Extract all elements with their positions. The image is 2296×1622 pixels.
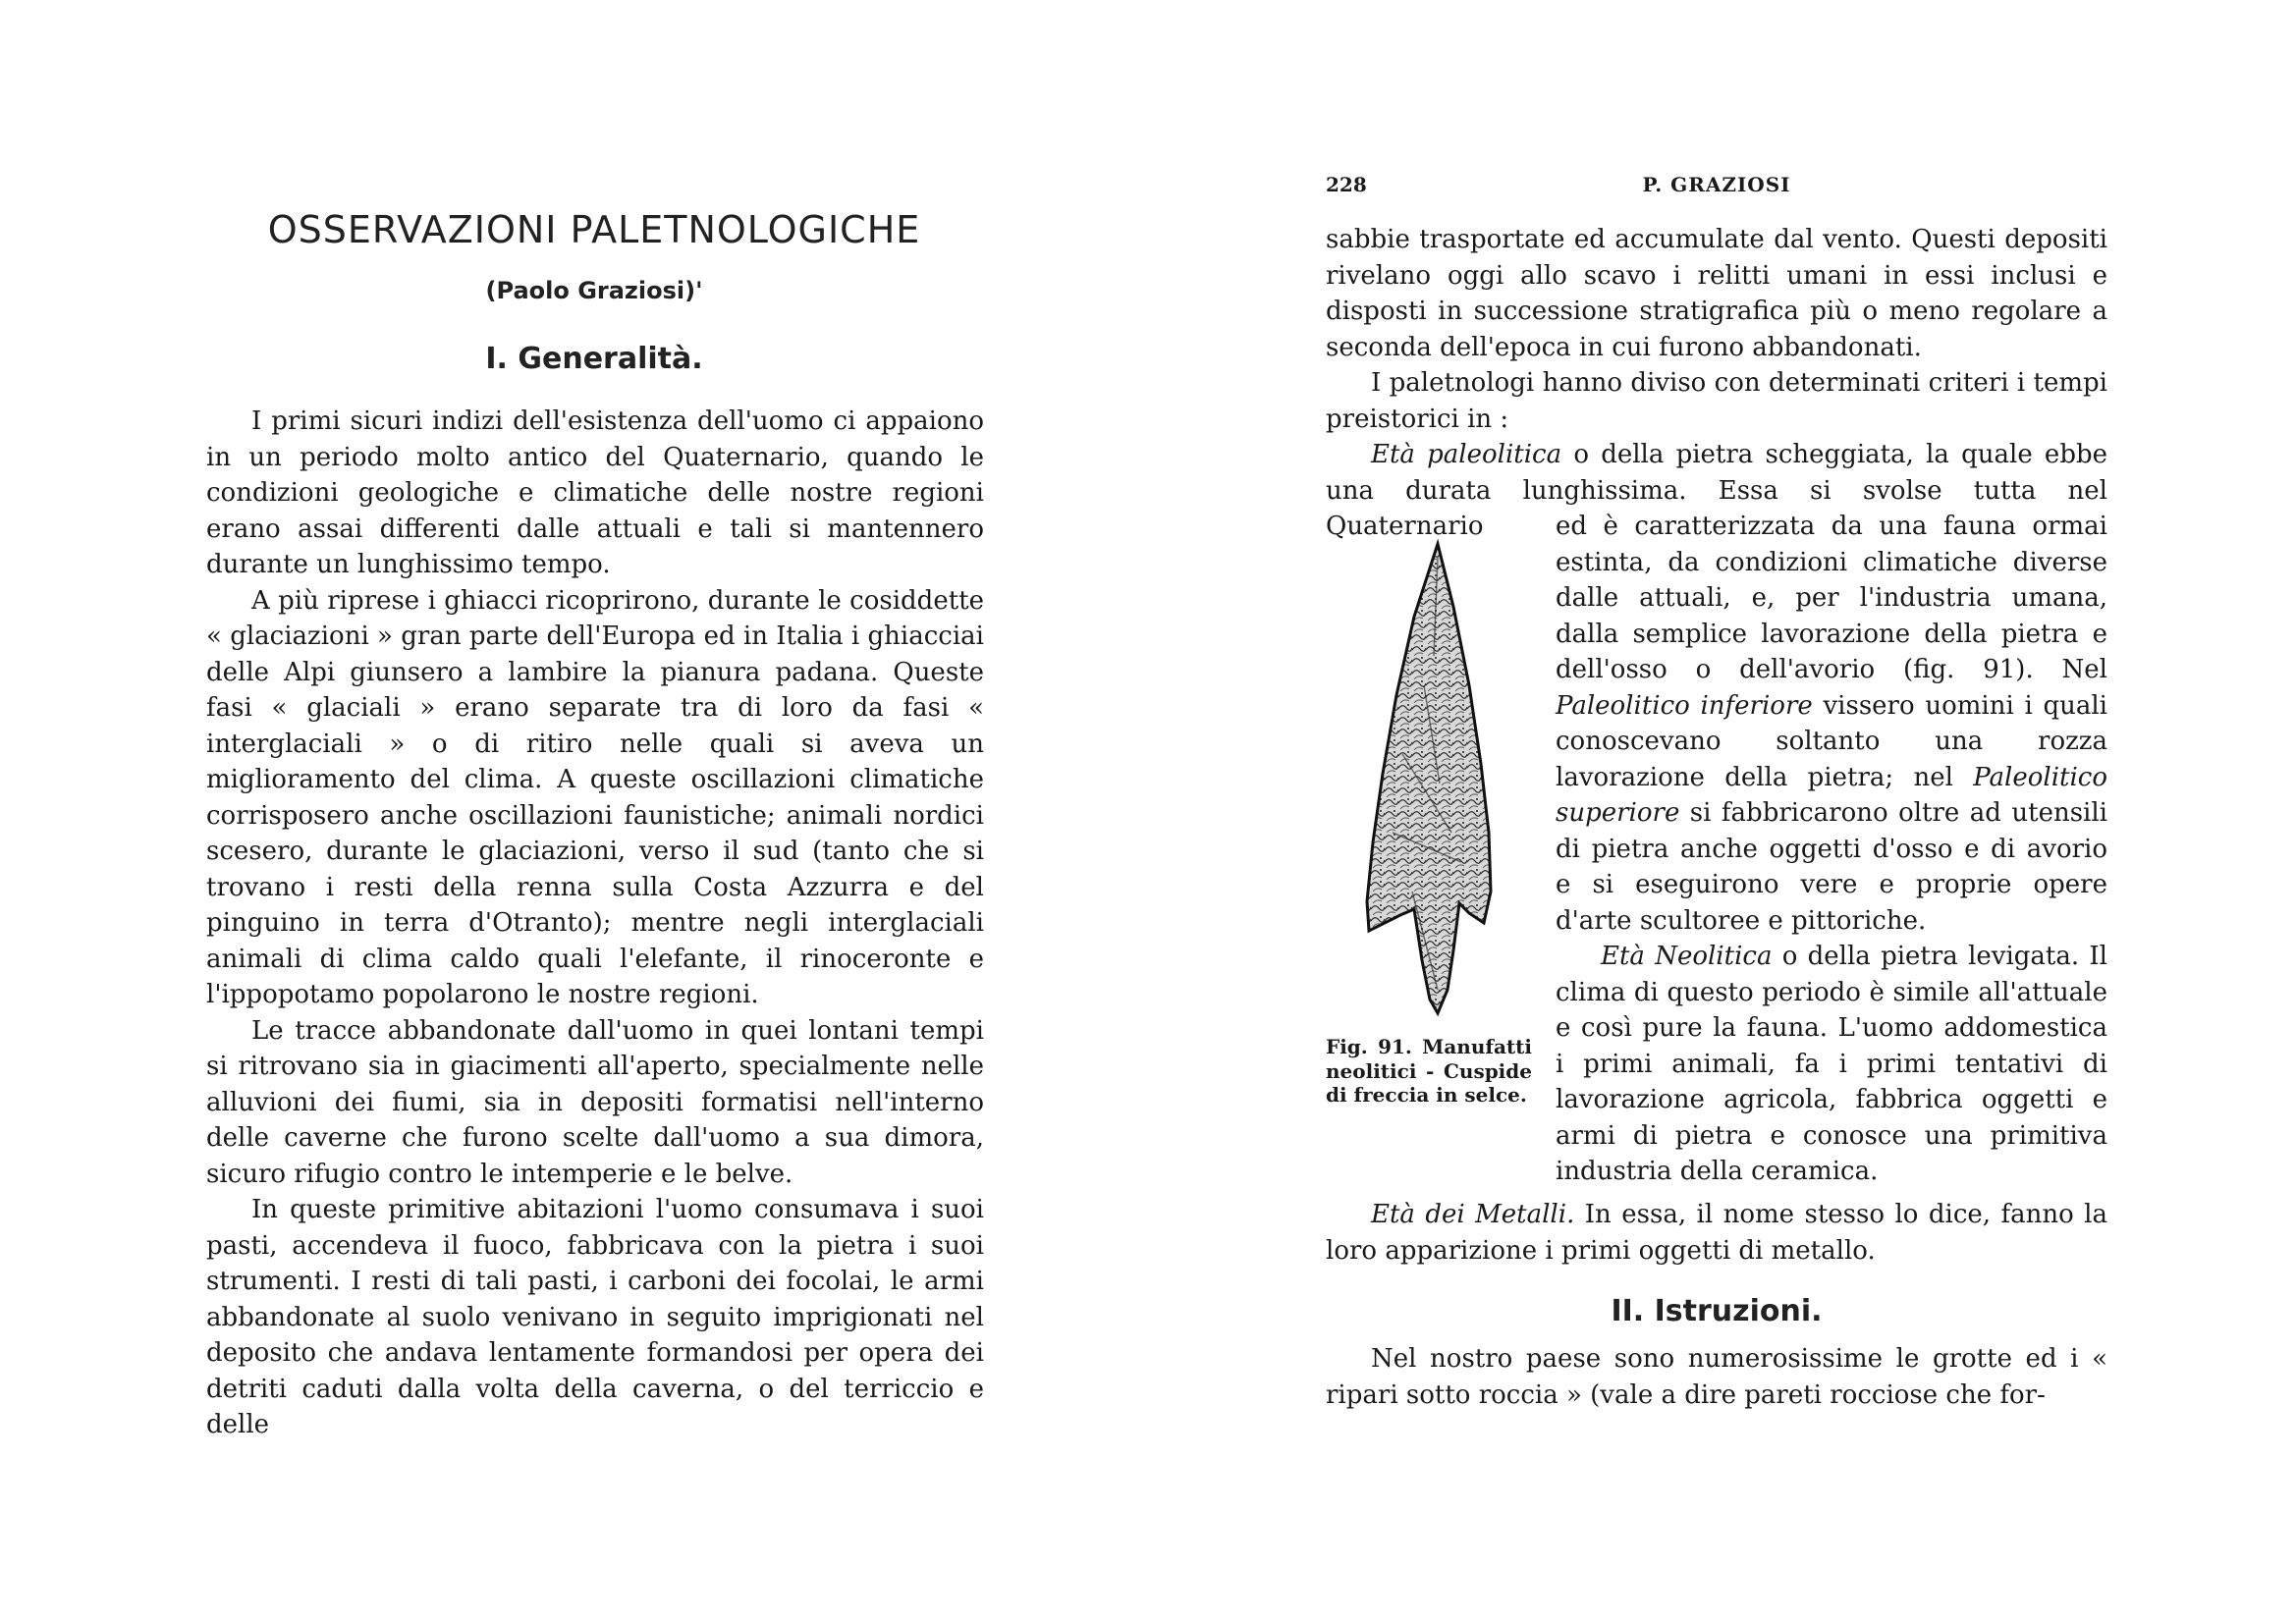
term-paleolitico-inferiore: Paleolitico inferiore [1556, 690, 1813, 721]
running-title: P. GRAZIOSI [1642, 173, 1791, 196]
paragraph [1326, 1197, 2107, 1269]
paragraph-text: ed è caratterizzata da una fauna ormai estinta, da condizioni climatiche diverse dalle attuali, e, per l'industria umana, dalla semplice lavorazione della pietra e dell'osso o dell'avorio (fig. 91). Nel [1556, 512, 2107, 684]
right-bottom-text [1326, 1197, 2107, 1269]
left-body-text [206, 404, 984, 1443]
paragraph-text: In essa, il nome stesso lo dice, fanno la loro apparizione i primi oggetti di metallo. [1326, 1200, 2108, 1266]
right-end-text [1326, 1341, 2107, 1413]
term-eta-metalli: Età dei Metalli. [1371, 1200, 1575, 1229]
term-eta-neolitica: Età Neolitica [1601, 942, 1773, 971]
right-top-text [1326, 222, 2107, 545]
figure-91 [1326, 536, 1552, 1164]
paragraph: A più riprese i ghiacci ricoprirono, durante le cosiddette « glaciazioni » gran parte dell'Europa ed in Italia i ghiacciai delle Alpi giunsero a lambire la pianura padana. Queste fasi « glaciali » erano separate tra di loro da fasi « interglaciali » o di ritiro nelle quali si aveva un miglioramento del clima. A queste oscillazioni climatiche corrisposero anche oscillazioni faunistiche; animali nordici scesero, durante le glaciazioni, verso il sud (tanto che si trovano i resti della renna sulla Costa Azzurra e del pinguino in terra d'Otranto); mentre negli interglaciali animali di clima caldo quali l'elefante, il rinoceronte e l'ippopotamo popolarono le nostre regioni. [206, 585, 984, 1009]
running-head [1326, 173, 2107, 200]
paragraph: I paletnologi hanno diviso con determinati criteri i tempi preistorici in : [1326, 368, 2107, 434]
paragraph: I primi sicuri indizi dell'esistenza dell'uomo ci appaiono in un periodo molto antico del Quaternario, quando le condizioni geologiche e climatiche delle nostre regioni erano assai differenti dalle attuali e tali si mantennero durante un lunghissimo tempo. [206, 406, 984, 579]
paragraph [1556, 509, 2107, 939]
term-eta-paleolitica: Età paleolitica [1371, 440, 1562, 469]
paragraph-text: si fabbricarono oltre ad utensili di pietra anche oggetti d'osso e di avorio e si eseguirono vere e proprie opere d'arte scultoree e pittoriche. [1556, 798, 2107, 936]
figure-caption: Fig. 91. Manufatti neolitici - Cuspide di freccia in selce. [1326, 1035, 1532, 1107]
paragraph-text: vissero uomini i quali conoscevano soltanto una rozza lavorazione della pietra; nel [1556, 690, 2108, 792]
arrowhead-outline [1367, 544, 1491, 1013]
article-author: (Paolo Graziosi)' [485, 277, 703, 304]
article-title: OSSERVAZIONI PALETNOLOGICHE [267, 208, 921, 251]
paragraph: In queste primitive abitazioni l'uomo consumava i suoi pasti, accendeva il fuoco, fabbricava con la pietra i suoi strumenti. I resti di tali pasti, i carboni dei focolai, le armi abbandonate al suolo venivano in seguito imprigionati nel deposito che andava lentamente formandosi per opera dei detriti caduti dalla volta della caverna, o del terriccio e delle [206, 1195, 984, 1439]
paragraph: sabbie trasportate ed accumulate dal vento. Questi depositi rivelano oggi allo scavo i relitti umani in essi inclusi e disposti in successione stratigrafica più o meno regolare a seconda dell'epoca in cui furono abbandonati. [1326, 225, 2107, 362]
paragraph: Nel nostro paese sono numerosissime le grotte ed i « ripari sotto roccia » (vale a dire pareti rocciose che for- [1326, 1344, 2107, 1410]
page-number: 228 [1326, 173, 1367, 196]
section-heading-istruzioni: II. Istruzioni. [1611, 1294, 1823, 1328]
section-heading-generalita: I. Generalità. [485, 342, 703, 376]
right-side-text [1556, 509, 2107, 1190]
paragraph: Le tracce abbandonate dall'uomo in quei lontani tempi si ritrovano sia in giacimenti all'aperto, specialmente nelle alluvioni dei fiumi, sia in depositi formatisi nell'interno delle caverne che furono scelte dall'uomo a sua dimora, sicuro rifugio contro le intemperie e le belve. [206, 1015, 984, 1189]
arrowhead-illustration [1343, 538, 1510, 1019]
paragraph-text: o della pietra scheggiata, la quale ebbe una durata lunghissima. Essa si svolse tutta nel Quaternario [1326, 440, 2107, 541]
paragraph [1556, 939, 2107, 1190]
term-paleolitico-superiore: Paleolitico superiore [1556, 762, 2107, 828]
paragraph-text: o della pietra levigata. Il clima di questo periodo è simile all'attuale e così pure la fauna. L'uomo addomestica i primi animali, fa i primi tentativi di lavorazione agricola, fabbrica oggetti e armi di pietra e conosce una primitiva industria della ceramica. [1556, 942, 2107, 1186]
